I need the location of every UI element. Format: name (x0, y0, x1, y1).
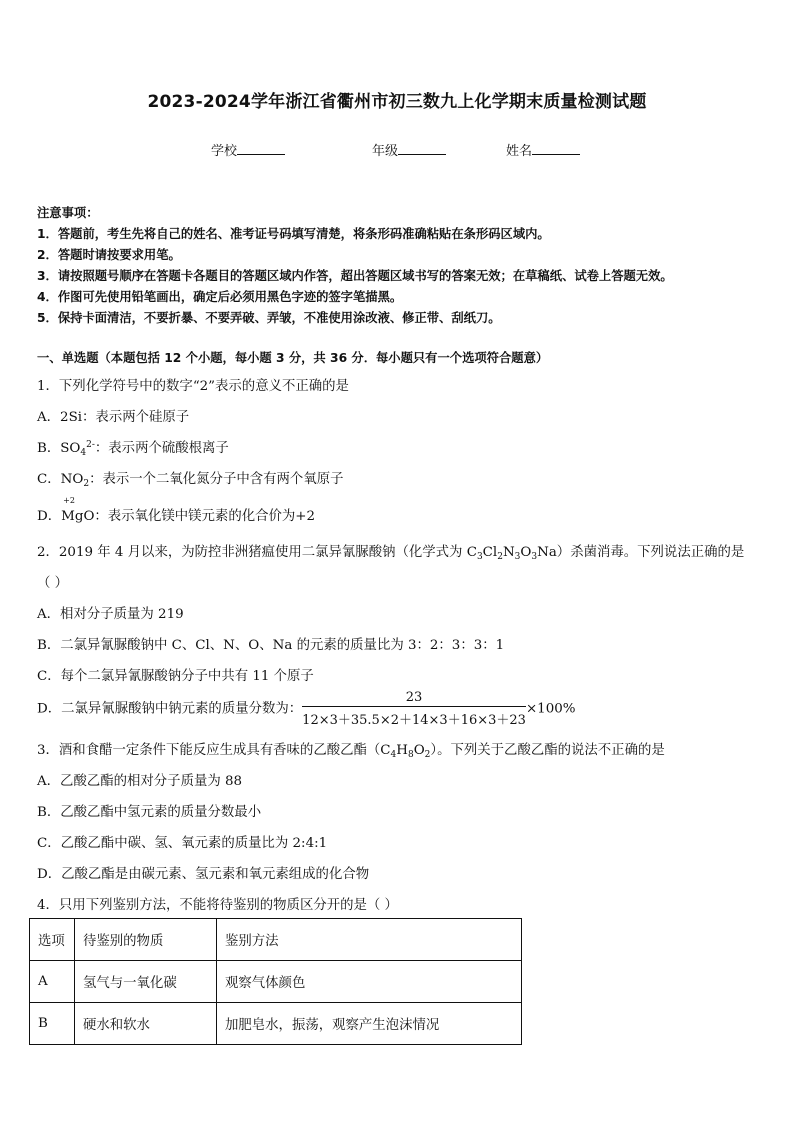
notice-item: 1．答题前，考生先将自己的姓名、准考证号码填写清楚，将条形码准确粘贴在条形码区域内。 (37, 227, 550, 241)
q2-option-c: C．每个二氯异氰脲酸钠分子中共有 11 个原子 (37, 669, 314, 684)
q3-option-a: A．乙酸乙酯的相对分子质量为 88 (37, 774, 243, 789)
grade-blank (398, 142, 446, 155)
table-cell: 观察气体颜色 (217, 961, 522, 1003)
q2-option-a: A．相对分子质量为 219 (37, 607, 184, 622)
table-header-cell: 待鉴别的物质 (75, 919, 217, 961)
question-4-stem: 4．只用下列鉴别方法，不能将待鉴别的物质区分开的是（ ） (37, 898, 398, 913)
question-3-stem: 3．酒和食醋一定条件下能反应生成具有香味的乙酸乙酯$(C_4H_8O_2)$。下列关于乙酸乙酯的说法不正确的是 (37, 743, 665, 760)
mass-fraction: $\frac{23}{12\times 3+35.5\times 2+14\times 3+16\times 3+23}$ (302, 690, 526, 728)
question-1-stem: 1．下列化学符号中的数字“2”表示的意义不正确的是 (37, 379, 349, 394)
table-header-cell: 选项 (30, 919, 75, 961)
name-blank (532, 142, 580, 155)
valence-notation: +2 Mg (61, 496, 84, 524)
notice-item: 2．答题时请按要求用笔。 (37, 248, 181, 262)
grade-label: 年级 (372, 144, 399, 159)
table-row (30, 1003, 522, 1045)
q2-option-d: D．二氯异氰脲酸钠中钠元素的质量分数为： $\frac{23}{12\times 3+35.5\times 2+14\times 3+16\times 3+23}$ ×100% (37, 690, 576, 728)
school-label: 学校 (211, 144, 238, 159)
page-title: 2023-2024学年浙江省衢州市初三数九上化学期末质量检测试题 (147, 92, 647, 112)
question-2-bracket: （ ） (37, 576, 69, 591)
q1-option-a: A．2Si：表示两个硅原子 (37, 410, 190, 425)
school-blank (237, 142, 285, 155)
name-label: 姓名 (506, 144, 533, 159)
q4-table (29, 918, 522, 1045)
table-cell: B (30, 1003, 75, 1045)
q2-option-b: B．二氯异氰脲酸钠中 C、Cl、N、O、Na 的元素的质量比为 3：2：3：3：1 (37, 638, 505, 653)
table-cell: 氢气与一氧化碳 (75, 961, 217, 1003)
q1-option-c: C．$NO_2$：表示一个二氧化氮分子中含有两个氧原子 (37, 472, 344, 489)
school-field (211, 140, 285, 159)
q1-option-d: D． +2 MgO：表示氧化镁中镁元素的化合价为+2 (37, 496, 316, 524)
grade-field (372, 140, 446, 159)
table-cell: 加肥皂水，振荡，观察产生泡沫情况 (217, 1003, 522, 1045)
table-cell: 硬水和软水 (75, 1003, 217, 1045)
table-header-row (30, 919, 522, 961)
notice-heading: 注意事项： (37, 206, 99, 220)
section-heading: 一、单选题（本题包括 12 个小题，每小题 3 分，共 36 分．每小题只有一个选项符合题意） (37, 351, 549, 365)
name-field (506, 140, 580, 159)
table-header-cell: 鉴别方法 (217, 919, 522, 961)
table-row (30, 961, 522, 1003)
notice-item: 3．请按照题号顺序在答题卡各题目的答题区域内作答，超出答题区域书写的答案无效；在草稿纸、试卷上答题无效。 (37, 269, 673, 283)
question-2-stem: 2．2019 年 4 月以来，为防控非洲猪瘟使用二氯异氰脲酸钠（化学式为 $C_3Cl_2N_3O_3Na$）杀菌消毒。下列说法正确的是 (37, 545, 745, 562)
q3-option-b: B．乙酸乙酯中氢元素的质量分数最小 (37, 805, 262, 820)
q3-option-d: D．乙酸乙酯是由碳元素、氢元素和氧元素组成的化合物 (37, 867, 370, 882)
notice-item: 4．作图可先使用铅笔画出，确定后必须用黑色字迹的签字笔描黑。 (37, 290, 403, 304)
q1-option-b: B．$SO_4^{2-}$：表示两个硫酸根离子 (37, 440, 229, 458)
table-cell: A (30, 961, 75, 1003)
q3-option-c: C．乙酸乙酯中碳、氢、氧元素的质量比为 2:4:1 (37, 836, 328, 851)
notice-item: 5．保持卡面清洁，不要折暴、不要弄破、弄皱，不准使用涂改液、修正带、刮纸刀。 (37, 311, 501, 325)
